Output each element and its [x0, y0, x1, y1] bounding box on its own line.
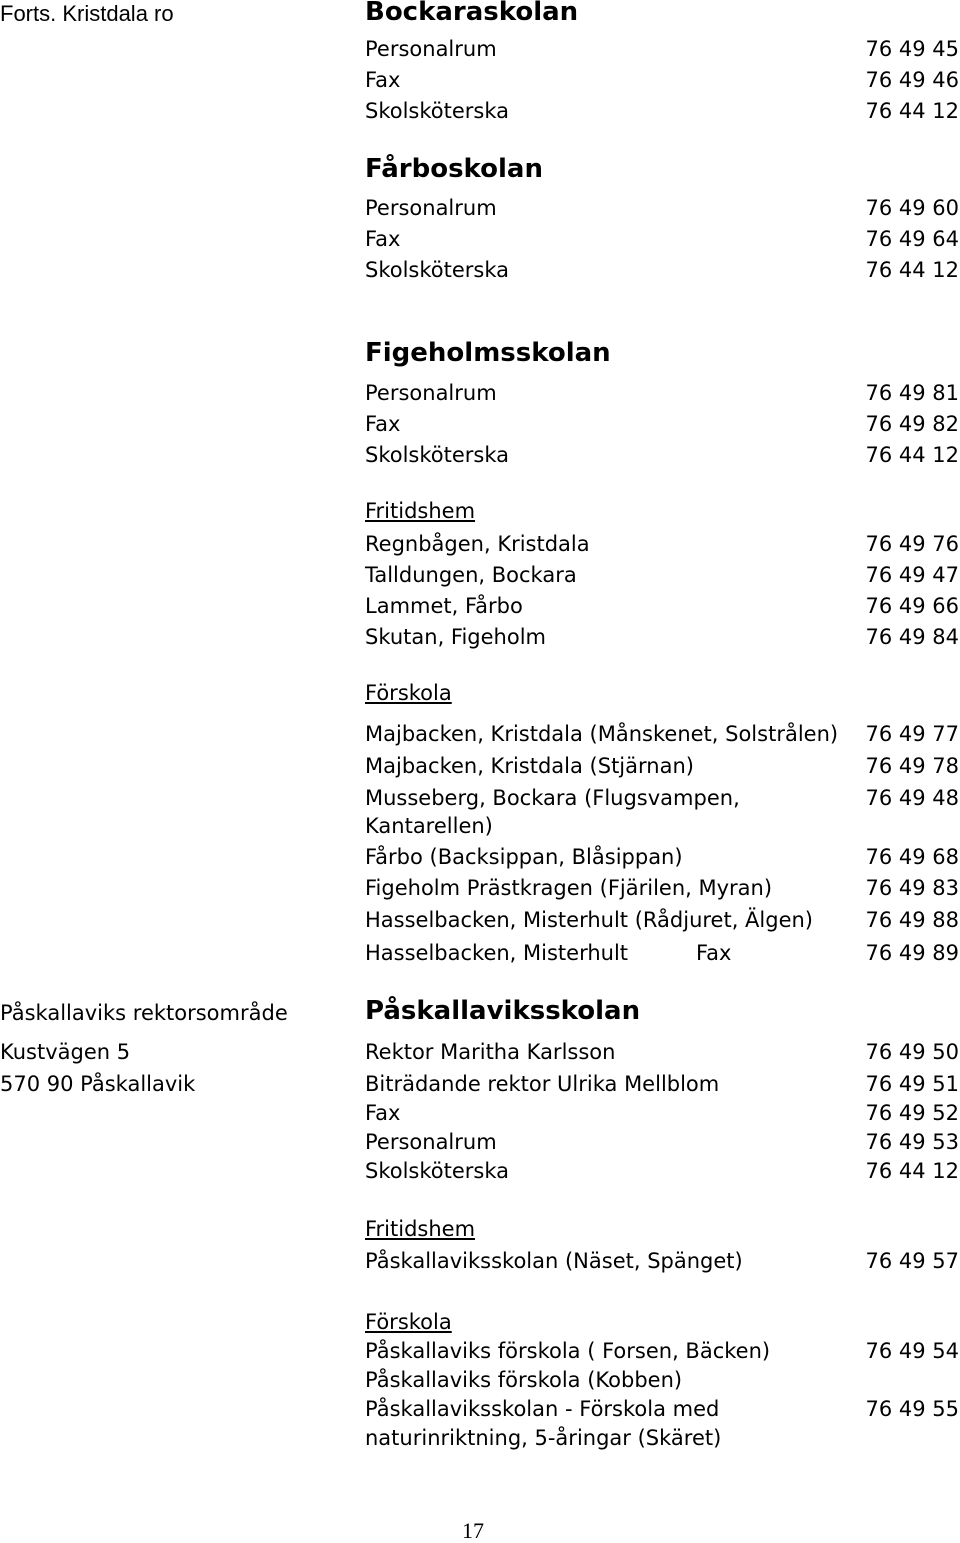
phone-number: 76 49 55	[865, 1397, 959, 1421]
row-label: Skutan, Figeholm	[365, 625, 547, 649]
phone-number: 76 49 52	[865, 1101, 959, 1125]
subsection-title-fritidshem: Fritidshem	[365, 1217, 476, 1241]
address-street: Kustvägen 5	[0, 1040, 131, 1064]
section-title-paskallavik: Påskallaviksskolan	[365, 996, 641, 1026]
row-label-continued: Kantarellen)	[365, 814, 493, 838]
phone-number: 76 49 47	[865, 563, 959, 587]
row-label: Påskallaviks förskola ( Forsen, Bäcken)	[365, 1339, 771, 1363]
phone-number: 76 44 12	[865, 99, 959, 123]
phone-number: 76 49 50	[865, 1040, 959, 1064]
phone-number: 76 49 54	[865, 1339, 959, 1363]
row-label: Regnbågen, Kristdala	[365, 532, 590, 556]
subsection-title-forskola: Förskola	[365, 681, 452, 705]
row-label: Personalrum	[365, 37, 497, 61]
page-number: 17	[462, 1518, 484, 1543]
district-name: Påskallaviks rektorsområde	[0, 1001, 288, 1025]
phone-number: 76 49 89	[865, 941, 959, 965]
address-postal: 570 90 Påskallavik	[0, 1072, 196, 1096]
row-label: Personalrum	[365, 1130, 497, 1154]
continued-header: Forts. Kristdala ro	[0, 1, 174, 26]
phone-number: 76 44 12	[865, 1159, 959, 1183]
row-label: Hasselbacken, Misterhult (Rådjuret, Älgen)	[365, 908, 814, 932]
row-label: Påskallaviksskolan - Förskola med	[365, 1397, 720, 1421]
row-label: Lammet, Fårbo	[365, 594, 523, 618]
row-label: Skolsköterska	[365, 258, 510, 282]
phone-number: 76 49 51	[865, 1072, 959, 1096]
phone-number: 76 44 12	[865, 443, 959, 467]
row-label: Personalrum	[365, 196, 497, 220]
phone-number: 76 49 81	[865, 381, 959, 405]
row-label: Skolsköterska	[365, 99, 510, 123]
phone-number: 76 49 45	[865, 37, 959, 61]
phone-number: 76 49 46	[865, 68, 959, 92]
row-label: Fårbo (Backsippan, Blåsippan)	[365, 845, 683, 869]
fax-label: Fax	[696, 941, 732, 965]
phone-number: 76 49 83	[865, 876, 959, 900]
phone-number: 76 49 88	[865, 908, 959, 932]
phone-number: 76 49 76	[865, 532, 959, 556]
section-title-bockara: Bockaraskolan	[365, 0, 579, 27]
row-label: Fax	[365, 1101, 401, 1125]
phone-number: 76 49 48	[865, 786, 959, 810]
row-label: Majbacken, Kristdala (Månskenet, Solstrålen)	[365, 722, 839, 746]
phone-number: 76 49 68	[865, 845, 959, 869]
phone-number: 76 44 12	[865, 258, 959, 282]
row-label: Majbacken, Kristdala (Stjärnan)	[365, 754, 694, 778]
section-title-farbo: Fårboskolan	[365, 154, 543, 184]
phone-number: 76 49 78	[865, 754, 959, 778]
phone-number: 76 49 64	[865, 227, 959, 251]
row-label: Musseberg, Bockara (Flugsvampen,	[365, 786, 740, 810]
subsection-title-fritidshem: Fritidshem	[365, 499, 476, 523]
phone-number: 76 49 66	[865, 594, 959, 618]
row-label-continued: naturinriktning, 5-åringar (Skäret)	[365, 1426, 722, 1450]
row-label: Fax	[365, 412, 401, 436]
phone-number: 76 49 84	[865, 625, 959, 649]
row-label: Fax	[365, 68, 401, 92]
row-label: Hasselbacken, Misterhult	[365, 941, 629, 965]
row-label: Biträdande rektor Ulrika Mellblom	[365, 1072, 720, 1096]
phone-number: 76 49 53	[865, 1130, 959, 1154]
row-label: Påskallaviks förskola (Kobben)	[365, 1368, 683, 1392]
phone-number: 76 49 82	[865, 412, 959, 436]
phone-number: 76 49 60	[865, 196, 959, 220]
row-label: Fax	[365, 227, 401, 251]
row-label: Rektor Maritha Karlsson	[365, 1040, 616, 1064]
row-label: Figeholm Prästkragen (Fjärilen, Myran)	[365, 876, 773, 900]
phone-number: 76 49 77	[865, 722, 959, 746]
row-label: Påskallaviksskolan (Näset, Spänget)	[365, 1249, 743, 1273]
row-label: Skolsköterska	[365, 1159, 510, 1183]
subsection-title-forskola: Förskola	[365, 1310, 452, 1334]
phone-number: 76 49 57	[865, 1249, 959, 1273]
row-label: Personalrum	[365, 381, 497, 405]
row-label: Skolsköterska	[365, 443, 510, 467]
row-label: Talldungen, Bockara	[365, 563, 577, 587]
section-title-figeholm: Figeholmsskolan	[365, 338, 611, 368]
